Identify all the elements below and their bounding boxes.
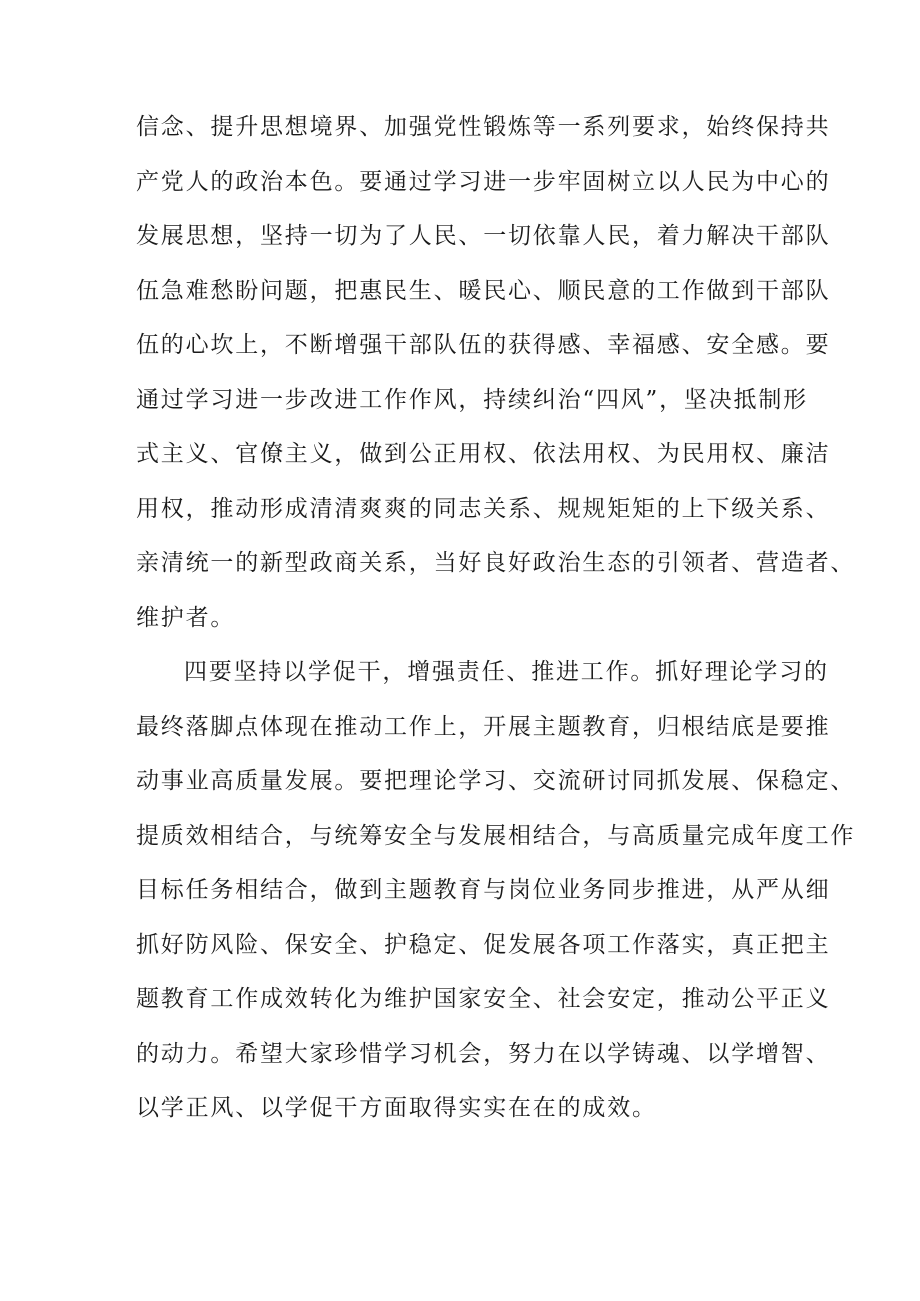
text-line: 维护者。 <box>136 604 236 631</box>
text-line: 伍急难愁盼问题，把惠民生、暖民心、顺民意的工作做到干部队 <box>136 277 831 304</box>
text-line: 用权，推动形成清清爽爽的同志关系、规规矩矩的上下级关系、 <box>136 495 831 522</box>
text-line: 通过学习进一步改进工作作风，持续纠治“四风”，坚决抵制形 <box>136 386 808 413</box>
text-line: 最终落脚点体现在推动工作上，开展主题教育，归根结底是要推 <box>136 713 831 740</box>
text-line: 发展思想，坚持一切为了人民、一切依靠人民，着力解决干部队 <box>136 223 831 249</box>
text-line: 的动力。希望大家珍惜学习机会，努力在以学铸魂、以学增智、 <box>136 1040 831 1067</box>
text-line: 伍的心坎上，不断增强干部队伍的获得感、幸福感、安全感。要 <box>136 332 831 358</box>
text-line: 抓好防风险、保安全、护稳定、促发展各项工作落实，真正把主 <box>136 931 831 958</box>
text-line: 提质效相结合，与统筹安全与发展相结合，与高质量完成年度工作 <box>136 822 856 849</box>
text-line: 亲清统一的新型政商关系，当好良好政治生态的引领者、营造者、 <box>136 550 856 576</box>
paragraph-1 <box>136 100 856 645</box>
paragraph-2 <box>136 645 856 1136</box>
text-line: 信念、提升思想境界、加强党性锻炼等一系列要求，始终保持共 <box>136 114 831 140</box>
text-line: 式主义、官僚主义，做到公正用权、依法用权、为民用权、廉洁 <box>136 441 831 467</box>
text-line: 题教育工作成效转化为维护国家安全、社会安定，推动公平正义 <box>136 986 831 1012</box>
text-line: 动事业高质量发展。要把理论学习、交流研讨同抓发展、保稳定、 <box>136 768 856 794</box>
text-line: 产党人的政治本色。要通过学习进一步牢固树立以人民为中心的 <box>136 168 831 195</box>
text-line: 以学正风、以学促干方面取得实实在在的成效。 <box>136 1095 657 1121</box>
text-line: 四要坚持以学促干，增强责任、推进工作。抓好理论学习的 <box>184 659 829 685</box>
text-line: 目标任务相结合，做到主题教育与岗位业务同步推进，从严从细 <box>136 877 831 903</box>
document-body <box>136 100 856 1136</box>
